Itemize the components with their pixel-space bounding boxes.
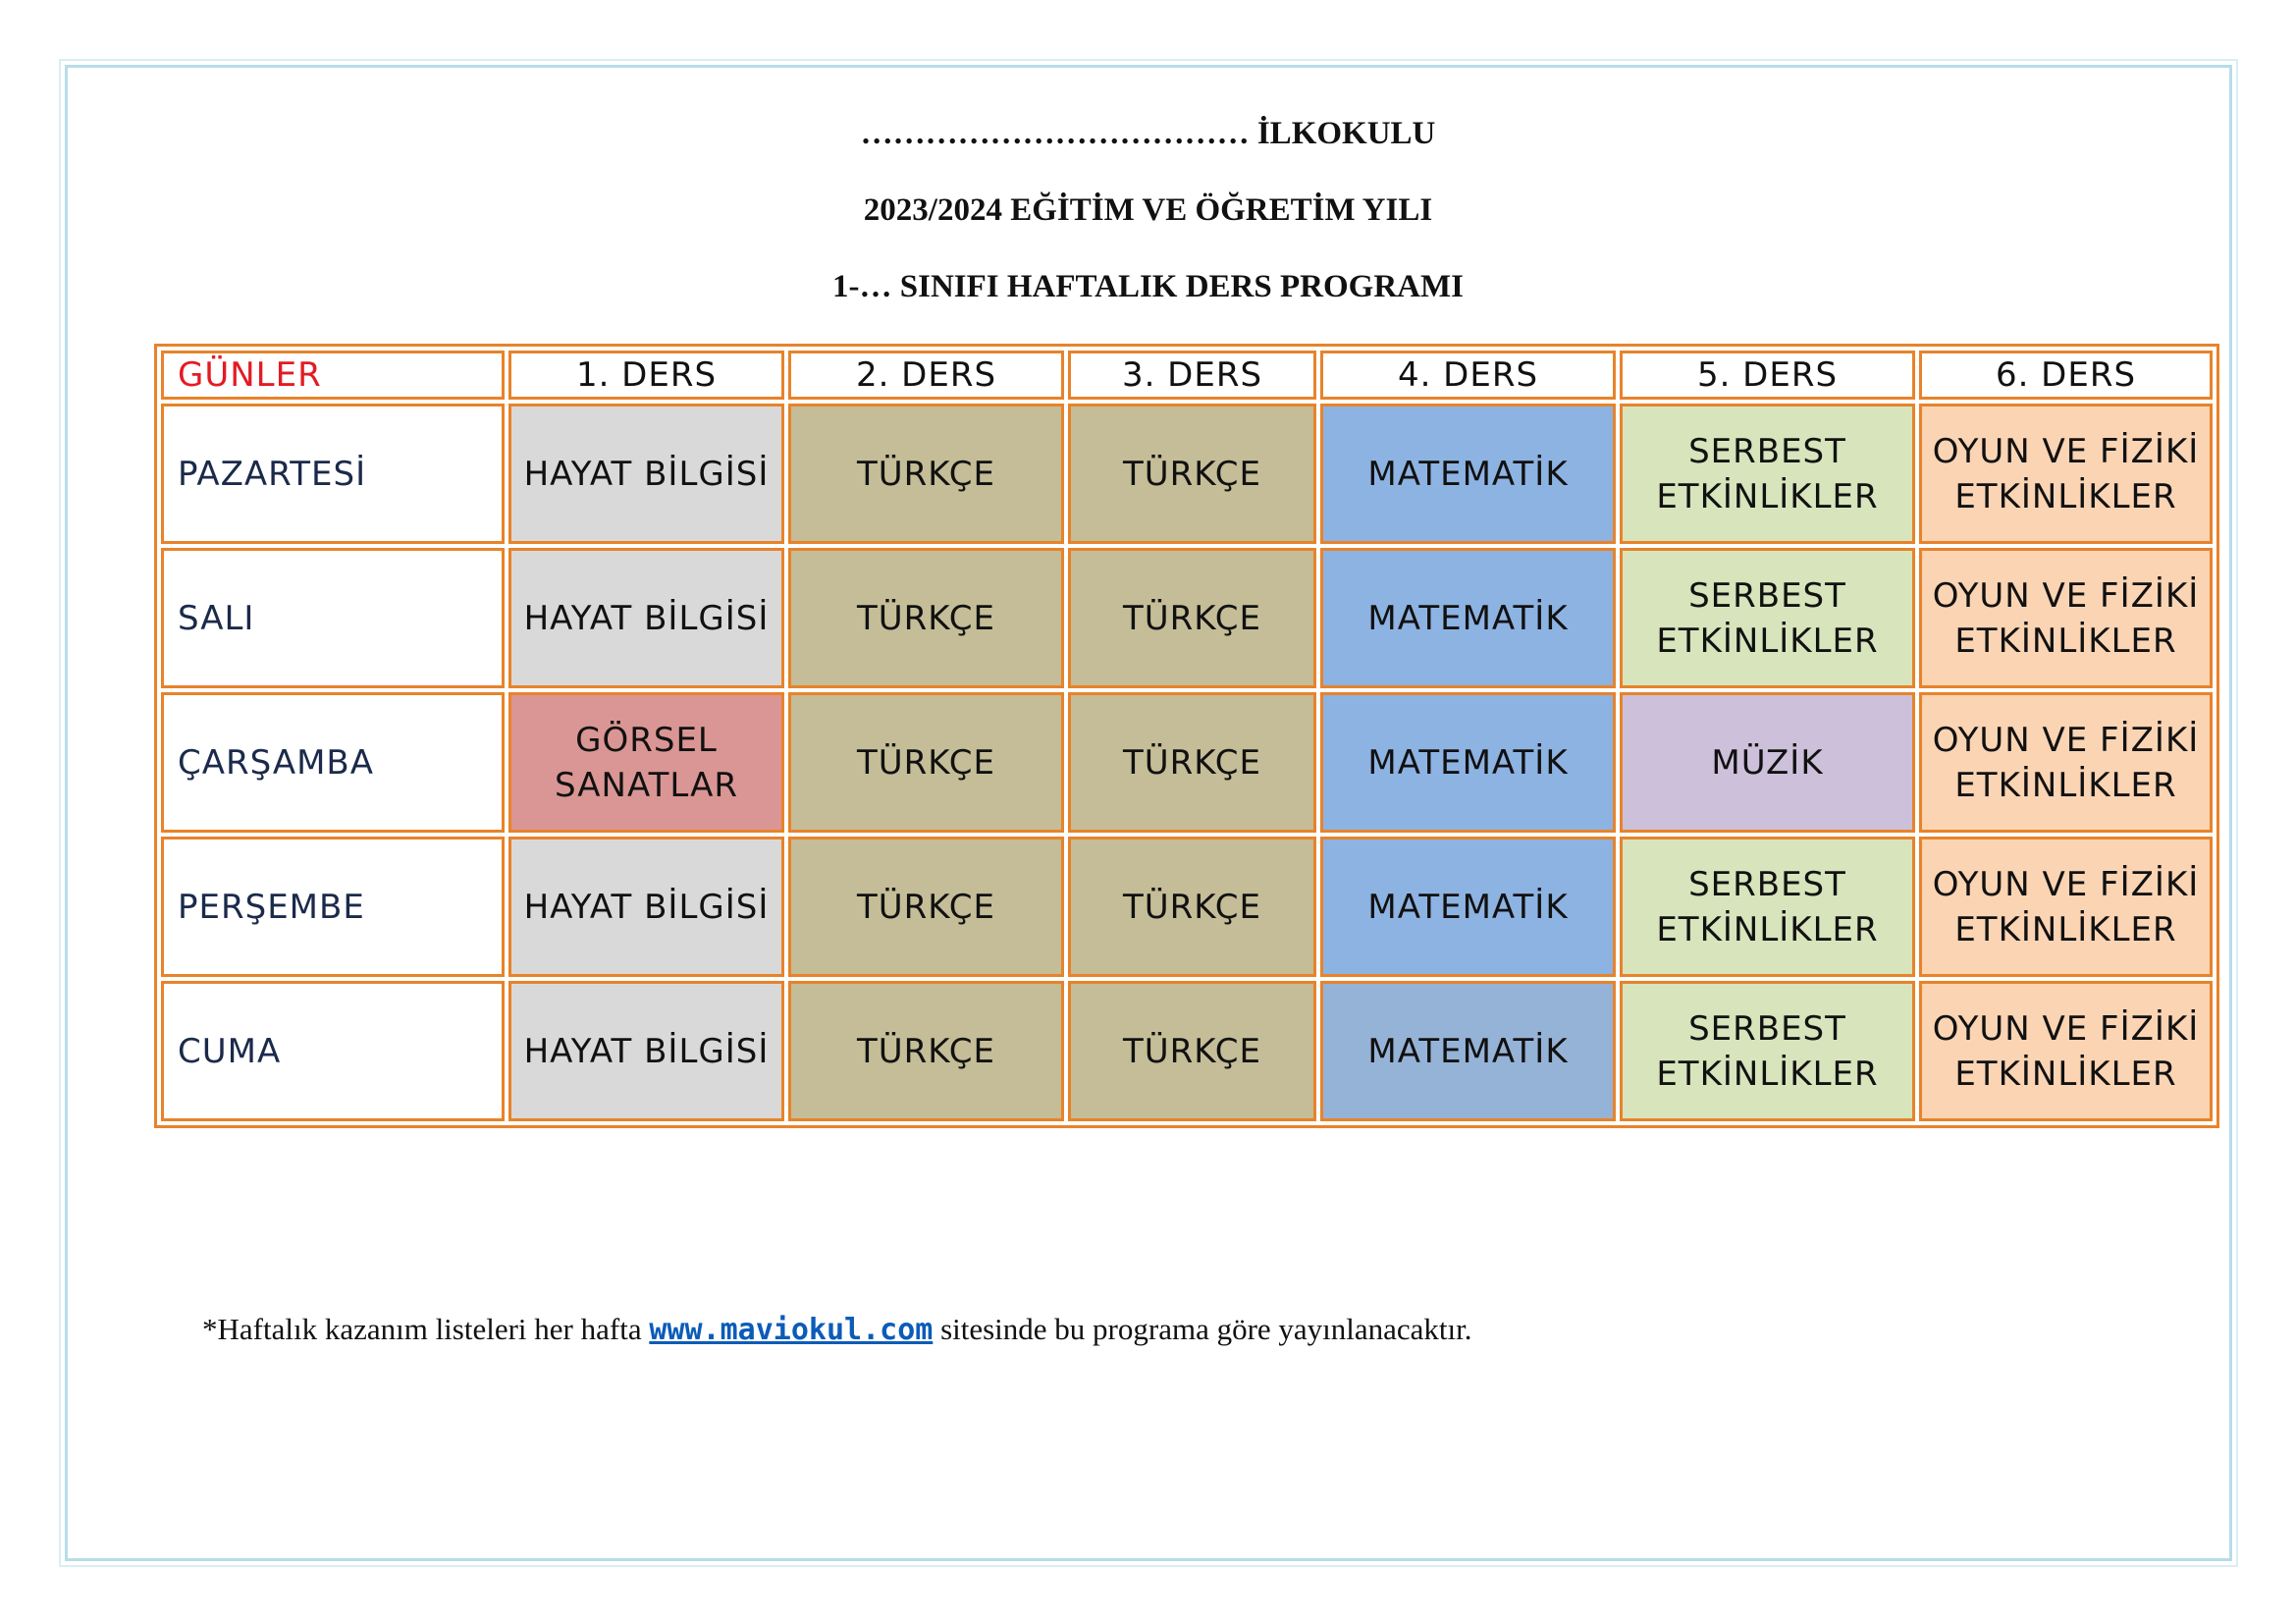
lesson-cell: TÜRKÇE — [1068, 692, 1316, 833]
lesson-cell: TÜRKÇE — [1068, 548, 1316, 688]
lesson-cell: TÜRKÇE — [788, 692, 1064, 833]
table-row-carsamba — [161, 692, 2213, 833]
lesson-cell: MATEMATİK — [1320, 692, 1616, 833]
lesson-cell: TÜRKÇE — [788, 981, 1064, 1121]
lesson-cell: OYUN VE FİZİKİ ETKİNLİKLER — [1919, 548, 2213, 688]
lesson-cell: TÜRKÇE — [1068, 404, 1316, 544]
lesson-cell: OYUN VE FİZİKİ ETKİNLİKLER — [1919, 981, 2213, 1121]
footer-text-after: sitesinde bu programa göre yayınlanacaktır. — [933, 1312, 1472, 1346]
academic-year: 2023/2024 EĞİTİM VE ÖĞRETİM YILI — [863, 192, 1433, 228]
lesson-cell: MATEMATİK — [1320, 404, 1616, 544]
lesson-cell: TÜRKÇE — [788, 548, 1064, 688]
column-header-lesson-3: 3. DERS — [1068, 351, 1316, 400]
column-header-lesson-2: 2. DERS — [788, 351, 1064, 400]
lesson-cell: MATEMATİK — [1320, 837, 1616, 977]
lesson-cell: SERBEST ETKİNLİKLER — [1620, 548, 1915, 688]
day-cell: PERŞEMBE — [161, 837, 505, 977]
table-row-sali — [161, 548, 2213, 688]
table-row-cuma — [161, 981, 2213, 1121]
weekly-schedule-table — [154, 344, 2219, 1128]
lesson-cell: SERBEST ETKİNLİKLER — [1620, 981, 1915, 1121]
lesson-cell: HAYAT BİLGİSİ — [508, 837, 784, 977]
lesson-cell: TÜRKÇE — [1068, 981, 1316, 1121]
column-header-lesson-1: 1. DERS — [508, 351, 784, 400]
header-row — [161, 351, 2213, 400]
day-cell: CUMA — [161, 981, 505, 1121]
footer-text-before: *Haftalık kazanım listeleri her hafta — [202, 1312, 650, 1346]
lesson-cell: OYUN VE FİZİKİ ETKİNLİKLER — [1919, 692, 2213, 833]
lesson-cell: MATEMATİK — [1320, 548, 1616, 688]
day-cell: ÇARŞAMBA — [161, 692, 505, 833]
table-row-persembe — [161, 837, 2213, 977]
day-cell: PAZARTESİ — [161, 404, 505, 544]
table-row-pazartesi — [161, 404, 2213, 544]
lesson-cell: SERBEST ETKİNLİKLER — [1620, 837, 1915, 977]
lesson-cell: MATEMATİK — [1320, 981, 1616, 1121]
lesson-cell: TÜRKÇE — [788, 404, 1064, 544]
column-header-days: GÜNLER — [161, 351, 505, 400]
lesson-cell: TÜRKÇE — [788, 837, 1064, 977]
lesson-cell: OYUN VE FİZİKİ ETKİNLİKLER — [1919, 837, 2213, 977]
footer-note — [202, 1312, 1472, 1347]
column-header-lesson-5: 5. DERS — [1620, 351, 1915, 400]
column-header-lesson-4: 4. DERS — [1320, 351, 1616, 400]
lesson-cell: SERBEST ETKİNLİKLER — [1620, 404, 1915, 544]
maviokul-link[interactable]: www.maviokul.com — [649, 1313, 934, 1347]
lesson-cell: HAYAT BİLGİSİ — [508, 404, 784, 544]
lesson-cell: HAYAT BİLGİSİ — [508, 548, 784, 688]
column-header-lesson-6: 6. DERS — [1919, 351, 2213, 400]
day-cell: SALI — [161, 548, 505, 688]
program-title: 1-… SINIFI HAFTALIK DERS PROGRAMI — [832, 269, 1464, 304]
lesson-cell: OYUN VE FİZİKİ ETKİNLİKLER — [1919, 404, 2213, 544]
lesson-cell: MÜZİK — [1620, 692, 1915, 833]
school-title: ……………………………… İLKOKULU — [860, 116, 1436, 151]
lesson-cell: GÖRSEL SANATLAR — [508, 692, 784, 833]
lesson-cell: HAYAT BİLGİSİ — [508, 981, 784, 1121]
lesson-cell: TÜRKÇE — [1068, 837, 1316, 977]
